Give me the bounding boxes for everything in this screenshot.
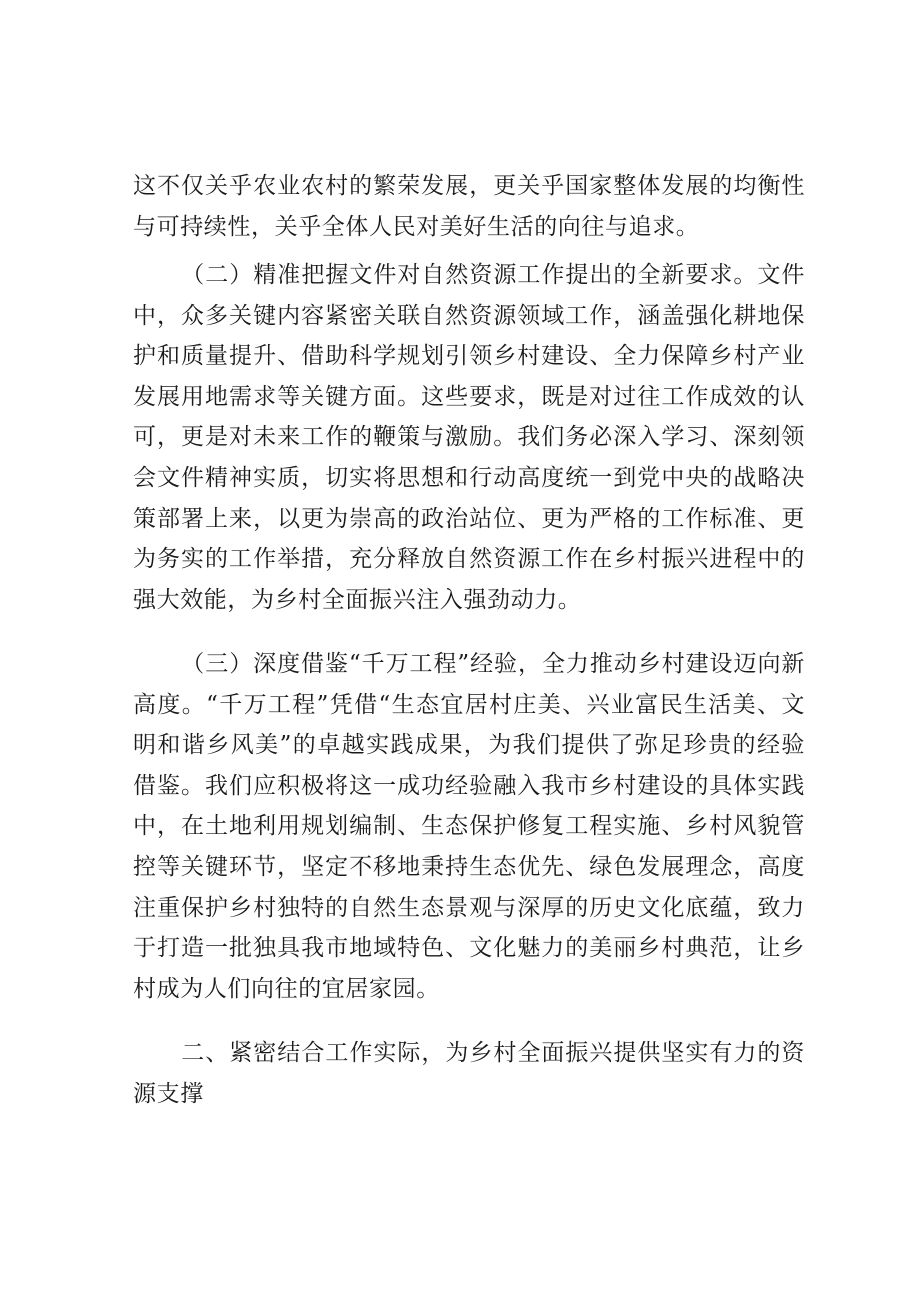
paragraph-section-2: （二）精准把握文件对自然资源工作提出的全新要求。文件中，众多关键内容紧密关联自然资源领域工作，涵盖强化耕地保护和质量提升、借助科学规划引领乡村建设、全力保障乡村产业发展用地需求等关键方面。这些要求，既是对过往工作成效的认可，更是对未来工作的鞭策与激励。我们务必深入学习、深刻领会文件精神实质，切实将思想和行动高度统一到党中央的战略决策部署上来，以更为崇高的政治站位、更为严格的工作标准、更为务实的工作举措，充分释放自然资源工作在乡村振兴进程中的强大效能，为乡村全面振兴注入强劲动力。 bbox=[133, 262, 805, 613]
paragraph-continuation: 这不仅关乎农业农村的繁荣发展，更关乎国家整体发展的均衡性与可持续性，关乎全体人民对美好生活的向往与追求。 bbox=[133, 173, 805, 240]
paragraph-section-3: （三）深度借鉴“千万工程”经验，全力推动乡村建设迈向新高度。“千万工程”凭借“生态宜居村庄美、兴业富民生活美、文明和谐乡风美”的卓越实践成果，为我们提供了弥足珍贵的经验借鉴。我们应积极将这一成功经验融入我市乡村建设的具体实践中，在土地利用规划编制、生态保护修复工程实施、乡村风貌管控等关键环节，坚定不移地秉持生态优先、绿色发展理念，高度注重保护乡村独特的自然生态景观与深厚的历史文化底蕴，致力于打造一批独具我市地域特色、文化魅力的美丽乡村典范，让乡村成为人们向往的宜居家园。 bbox=[133, 651, 805, 1002]
heading-part-2: 二、紧密结合工作实际，为乡村全面振兴提供坚实有力的资源支撑 bbox=[133, 1040, 805, 1107]
